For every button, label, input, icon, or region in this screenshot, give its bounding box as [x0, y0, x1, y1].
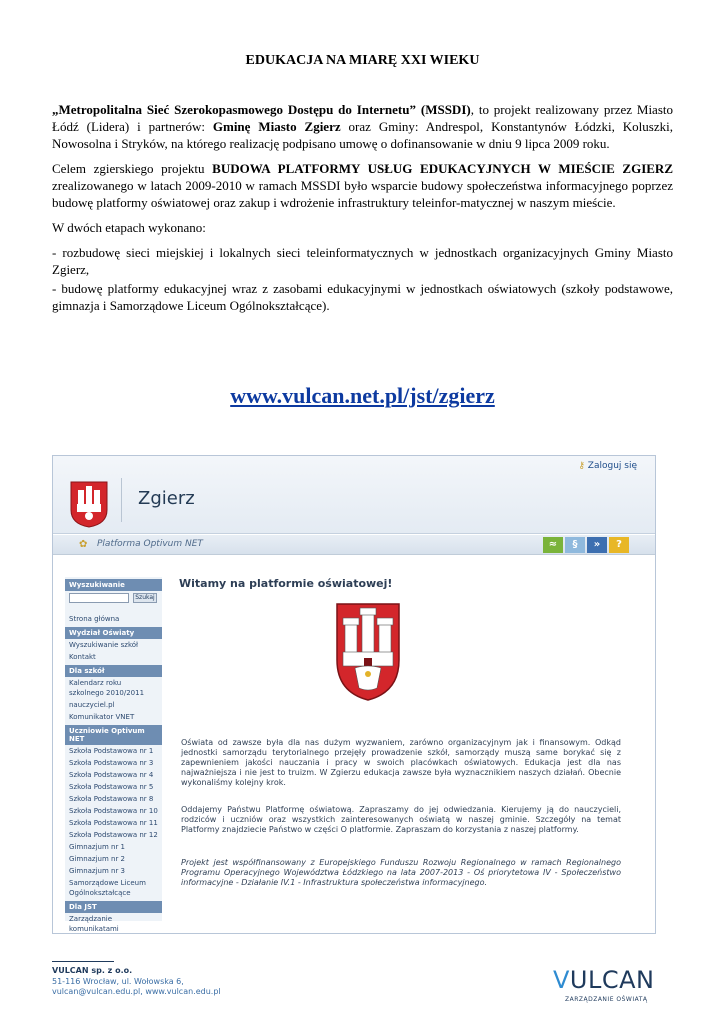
header-divider [121, 478, 122, 522]
welcome-heading: Witamy na platformie oświatowej! [179, 577, 393, 590]
paragraph-stage-1: - rozbudowę sieci miejskiej i lokalnych sieci teleinformatycznych w jednostkach organizacyjnych Gminy Miasto Zgierz, [52, 245, 673, 277]
sidebar-item-calendar[interactable]: Kalendarz roku szkolnego 2010/2011 [69, 679, 145, 697]
project-acronym: (MSSDI) [420, 102, 471, 117]
sidebar-item-school[interactable]: Gimnazjum nr 1 [69, 843, 126, 851]
platform-link[interactable]: www.vulcan.net.pl/jst/zgierz [230, 383, 495, 408]
sidebar-item-school[interactable]: Szkoła Podstawowa nr 4 [69, 771, 154, 779]
paragraph-stages: W dwóch etapach wykonano: [52, 220, 206, 235]
sidebar-item-school-search[interactable]: Wyszukiwanie szkół [69, 641, 139, 649]
text-span: , to projekt realizowany przez Miasto Łódź (Lidera) i partnerów: [52, 102, 673, 134]
welcome-paragraph-2: Oddajemy Państwu Platformę oświatową. Zapraszamy do jej odwiedzania. Kierujemy ją do nauczycieli, rodziców i uczniów oraz wszystkich zainteresowanych oświatą w naszej gminie. Szczegóły na temat Platformy znajdziecie Państwo w części O platformie. Zapraszam do korzystania z naszej platformy. [181, 805, 621, 834]
sidebar-item-messages[interactable]: Zarządzanie komunikatami [69, 915, 119, 933]
login-label: Zaloguj się [587, 461, 637, 471]
vulcan-logo-wordmark: VULCAN [553, 966, 655, 994]
zgierz-crest-icon [69, 480, 109, 528]
sidebar-heading-schools: Dla szkół [65, 665, 162, 677]
sidebar-item-school[interactable]: Szkoła Podstawowa nr 11 [69, 819, 158, 827]
sidebar-item-contact[interactable]: Kontakt [69, 653, 96, 661]
key-icon: ⚷ [578, 461, 585, 471]
search-input[interactable] [69, 593, 129, 603]
sidebar-school-list [65, 745, 162, 899]
sidebar-item-school[interactable]: Samorządowe Liceum Ogólnokształcące [69, 879, 146, 897]
sidebar-item-school[interactable]: Szkoła Podstawowa nr 10 [69, 807, 158, 815]
forward-icon[interactable]: » [587, 537, 607, 553]
partner-name: Gminę Miasto Zgierz [212, 119, 341, 134]
search-button[interactable]: Szukaj [133, 593, 157, 603]
vulcan-logo [553, 966, 653, 1006]
screenshot-navbar [53, 535, 655, 555]
footer-contact: vulcan@vulcan.edu.pl, www.vulcan.edu.pl [52, 987, 221, 996]
platform-screenshot [52, 455, 656, 934]
sidebar-item-vnet[interactable]: Komunikator VNET [69, 713, 135, 721]
document-body [52, 101, 673, 322]
zgierz-coat-of-arms-icon [335, 602, 401, 702]
text-span: Celem zgierskiego projektu [52, 161, 213, 176]
search-row [65, 591, 162, 605]
sidebar-item-school[interactable]: Szkoła Podstawowa nr 8 [69, 795, 154, 803]
funding-note: Projekt jest współfinansowany z Europejskiego Funduszu Rozwoju Regionalnego w ramach Regionalnego Programu Operacyjnego Województwa Łódzkiego na lata 2007-2013 - Oś priorytetowa IV - Społeczeństwo informacyjne - Działanie IV.1 - Infrastruktura społeczeństwa informacyjnego. [181, 858, 621, 887]
sidebar-heading-search: Wyszukiwanie [65, 579, 162, 591]
sidebar-item-school[interactable]: Szkoła Podstawowa nr 1 [69, 747, 154, 755]
text-span: zrealizowanego w latach 2009-2010 w ramach MSSDI było wsparcie budowy społeczeństwa informacyjnego poprzez budowę platformy oświatowej oraz zakup i wdrożenie infrastruktury teleinfor-matycznej w naszym mieście. [52, 178, 673, 210]
document-title: EDUKACJA NA MIARĘ XXI WIEKU [245, 53, 480, 68]
footer-rule [52, 961, 114, 962]
platform-logo-icon: ✿ [79, 539, 88, 550]
vulcan-logo-tagline: ZARZĄDZANIE OŚWIATĄ [565, 996, 648, 1003]
sidebar-heading-users: Uczniowie Optivum NET [65, 725, 162, 745]
text-span: oraz Gminy: Andrespol, Konstantynów Łódzki, Koluszki, Nowosolna i Stryków, na którego realizację podpisano umowę o dofinansowanie w dniu 9 lipca 2009 roku. [52, 119, 673, 151]
sidebar-item-school[interactable]: Gimnazjum nr 3 [69, 867, 126, 875]
sidebar-item-school[interactable]: Szkoła Podstawowa nr 3 [69, 759, 154, 767]
platform-label: Platforma Optivum NET [97, 539, 203, 549]
welcome-paragraph-1: Oświata od zawsze była dla nas dużym wyzwaniem, zarówno organizacyjnym jak i finansowym. Odkąd jednostki samorządu terytorialnego przejęły prowadzenie szkół, samorządy muszą same borykać się z zapewnieniem jakości nauczania i pracy w swoich placówkach oświatowych. Edukacja jest dla nas najważniejsza i nie jest to truizm. W Zgierzu edukacja zawsze była wyznacznikiem naszych działań. Obecnie wykonaliśmy kolejny krok. [181, 738, 621, 787]
city-name: Zgierz [138, 488, 195, 509]
sidebar-item-nauczyciel[interactable]: nauczyciel.pl [69, 701, 115, 709]
sitemap-icon[interactable]: ≈ [543, 537, 563, 553]
screenshot-header [53, 456, 655, 534]
login-link[interactable] [578, 461, 637, 471]
sidebar-item-home[interactable]: Strona główna [69, 615, 120, 623]
paragraph-goal [52, 160, 673, 211]
sidebar-heading-jst: Dla JST [65, 901, 162, 913]
sidebar-item-school[interactable]: Szkoła Podstawowa nr 5 [69, 783, 154, 791]
sidebar [65, 577, 162, 933]
sidebar-item-school[interactable]: Gimnazjum nr 2 [69, 855, 126, 863]
footer-company: VULCAN sp. z o.o. [52, 966, 133, 975]
sidebar-item-school[interactable]: Szkoła Podstawowa nr 12 [69, 831, 158, 839]
paragraph-mssdi [52, 101, 673, 152]
help-icon[interactable]: ? [609, 537, 629, 553]
law-icon[interactable]: § [565, 537, 585, 553]
footer-address: 51-116 Wrocław, ul. Wołowska 6, [52, 977, 184, 986]
sidebar-heading-dept: Wydział Oświaty [65, 627, 162, 639]
paragraph-stage-2: - budowę platformy edukacyjnej wraz z zasobami edukacyjnymi w jednostkach oświatowych (szkoły podstawowe, gimnazja i Samorządowe Liceum Ogólnokształcące). [52, 281, 673, 313]
project-name: „Metropolitalna Sieć Szerokopasmowego Dostępu do Internetu” [52, 102, 416, 117]
project-title: BUDOWA PLATFORMY USŁUG EDUKACYJNYCH W MIEŚCIE ZGIERZ [212, 161, 673, 176]
